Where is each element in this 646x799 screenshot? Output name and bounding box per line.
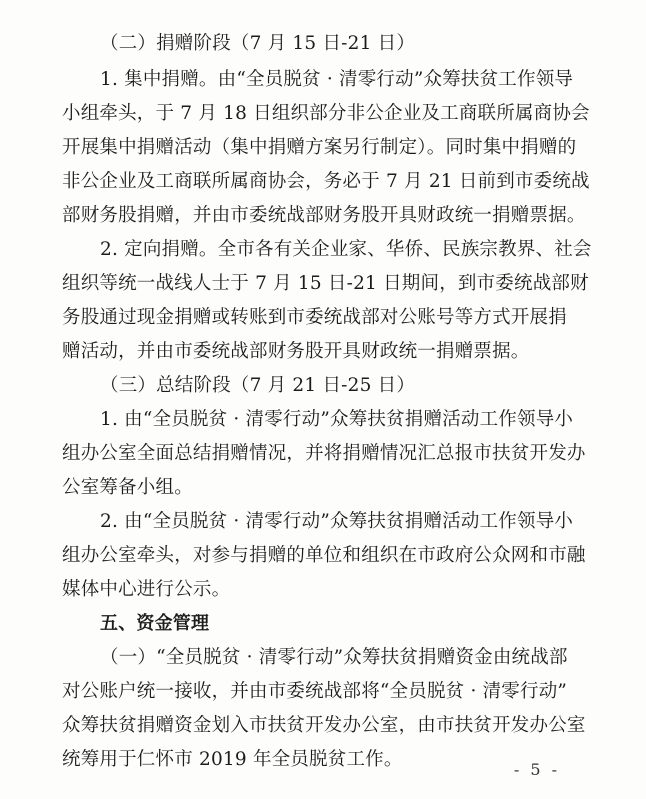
paragraph-line: 务股通过现金捐赠或转账到市委统战部对公账号等方式开展捐 — [62, 307, 567, 328]
paragraph-line: 部财务股捐赠，并由市委统战部财务股开具财政统一捐赠票据。 — [62, 205, 586, 226]
paragraph-line: 众筹扶贫捐赠资金划入市扶贫开发办公室，由市扶贫开发办公室 — [62, 715, 586, 736]
subheading-donation-stage: （二）捐赠阶段（7 月 15 日-21 日） — [100, 33, 416, 54]
paragraph-line: 1. 集中捐赠。由“全员脱贫 · 清零行动”众筹扶贫工作领导 — [100, 69, 574, 90]
paragraph-line: 小组牵头，于 7 月 18 日组织部分非公企业及工商联所属商协会 — [62, 103, 590, 124]
paragraph-line: 统筹用于仁怀市 2019 年全员脱贫工作。 — [62, 749, 403, 770]
paragraph-line: 1. 由“全员脱贫 · 清零行动”众筹扶贫捐赠活动工作领导小 — [100, 409, 574, 430]
paragraph-line: 组办公室牵头，对参与捐赠的单位和组织在市政府公众网和市融 — [62, 545, 586, 566]
paragraph-line: 非公企业及工商联所属商协会，务必于 7 月 21 日前到市委统战 — [62, 171, 590, 192]
paragraph-line: 2. 由“全员脱贫 · 清零行动”众筹扶贫捐赠活动工作领导小 — [100, 511, 574, 532]
page-number: - 5 - — [513, 760, 560, 779]
section-heading-fund-management: 五、资金管理 — [100, 613, 210, 634]
paragraph-line: 公室筹备小组。 — [62, 477, 193, 498]
paragraph-line: （一）“全员脱贫 · 清零行动”众筹扶贫捐赠资金由统战部 — [100, 647, 568, 668]
paragraph-line: 赠活动，并由市委统战部财务股开具财政统一捐赠票据。 — [62, 341, 530, 362]
paragraph-line: 媒体中心进行公示。 — [62, 579, 231, 600]
paragraph-line: 组织等统一战线人士于 7 月 15 日-21 日期间，到市委统战部财 — [62, 273, 589, 294]
paragraph-line: 开展集中捐赠活动（集中捐赠方案另行制定）。同时集中捐赠的 — [62, 137, 577, 158]
paragraph-line: 对公账户统一接收，并由市委统战部将“全员脱贫 · 清零行动” — [62, 681, 568, 702]
paragraph-line: 组办公室全面总结捐赠情况，并将捐赠情况汇总报市扶贫开发办 — [62, 443, 586, 464]
subheading-summary-stage: （三）总结阶段（7 月 21 日-25 日） — [100, 375, 416, 396]
paragraph-line: 2. 定向捐赠。全市各有关企业家、华侨、民族宗教界、社会 — [100, 239, 592, 260]
